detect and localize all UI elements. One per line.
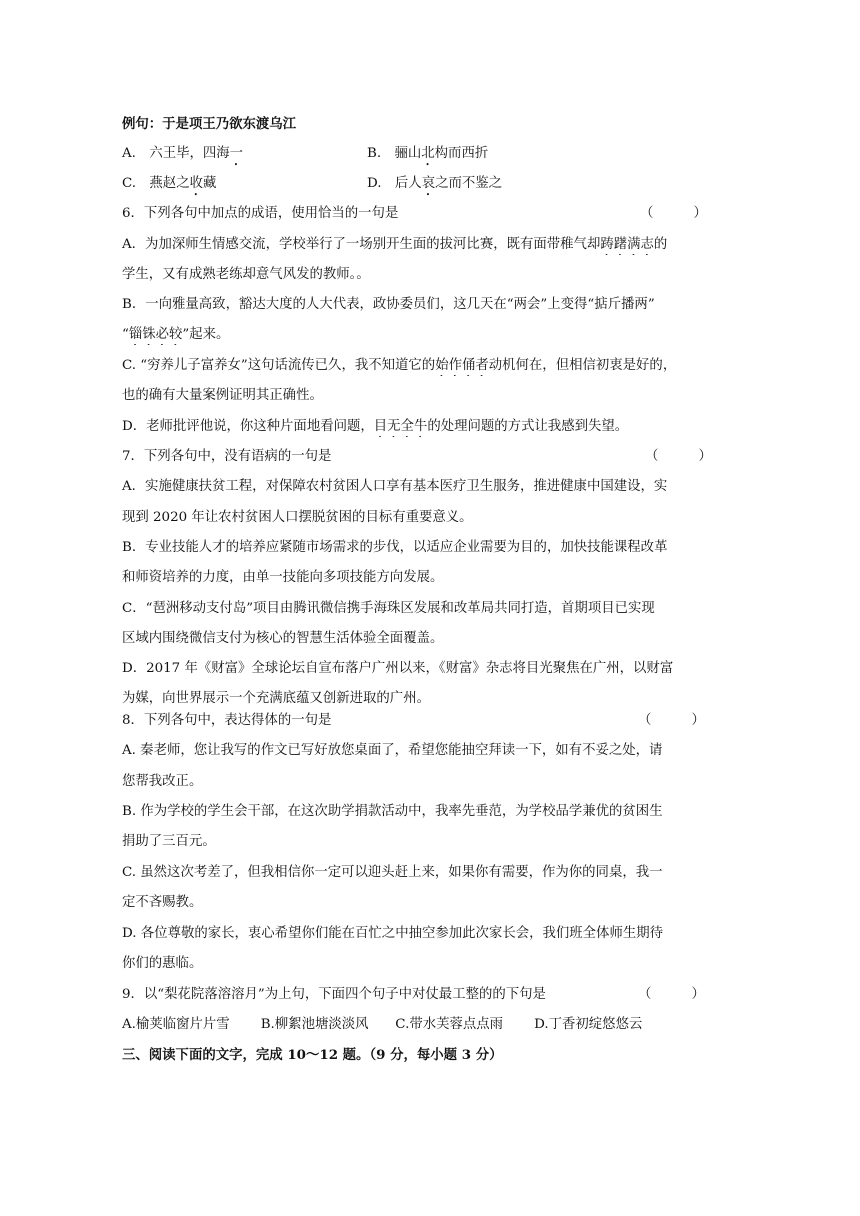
example-prefix: 例句：于是项王乃欲 <box>122 116 243 132</box>
q8-answer-paren: （ ） <box>638 713 705 728</box>
q5-option-d: D. 后人哀之而不鉴之 <box>367 176 503 191</box>
q7-option-a-line2: 现到 2020 年让农村贫困人口摆脱贫困的目标有重要意义。 <box>122 510 473 525</box>
q8-option-b-line1: B. 作为学校的学生会干部，在这次助学捐款活动中，我率先垂范，为学校品学兼优的贫困生 <box>122 804 663 819</box>
q6-answer-paren: （ ） <box>640 206 707 221</box>
q5-option-b: B. 骊山北构而西折 <box>367 146 489 161</box>
q6-option-a-line1: A．为加深师生情感交流，学校举行了一场别开生面的拔河比赛，既有面带稚气却踌躇满志的 <box>122 237 668 252</box>
q7-answer-paren: （ ） <box>645 449 712 464</box>
section-3-heading: 三、阅读下面的文字，完成 10～12 题。（9 分，每小题 3 分） <box>122 1047 503 1063</box>
q8-option-a-line1: A. 秦老师，您让我写的作文已写好放您桌面了，希望您能抽空拜读一下，如有不妥之处，请 <box>122 743 663 758</box>
example-sentence <box>122 114 747 134</box>
q9-options: A.榆荚临窗片片雪 B.柳絮池塘淡淡风 C.带水芙蓉点点雨 D.丁香初绽悠悠云 <box>122 1017 643 1032</box>
q7-option-c-line2: 区域内围绕微信支付为核心的智慧生活体验全面覆盖。 <box>122 631 444 646</box>
q5-option-a: A. 六王毕，四海一 <box>122 146 244 161</box>
q9-stem: 9．以“梨花院落溶溶月”为上句，下面四个句子中对仗最工整的的下句是 <box>122 987 546 1002</box>
example-suffix: 渡乌江 <box>255 116 297 132</box>
q7-option-b-line2: 和师资培养的力度，由单一技能向多项技能方向发展。 <box>122 570 444 585</box>
q6-option-a-line2: 学生，又有成熟老练却意气风发的教师。。 <box>122 267 370 282</box>
q7-option-d-line2: 为媒，向世界展示一个充满底蕴又创新进取的广州。 <box>122 691 430 706</box>
q8-option-d-line1: D. 各位尊敬的家长，衷心希望你们能在百忙之中抽空参加此次家长会，我们班全体师生期待 <box>122 926 664 941</box>
q7-option-b-line1: B．专业技能人才的培养应紧随市场需求的步伐，以适应企业需要为目的，加快技能课程改革 <box>122 540 668 555</box>
q9-answer-paren: （ ） <box>638 987 705 1002</box>
q8-option-c-line2: 定不吝赐教。 <box>122 895 203 910</box>
q6-option-b-line2: “锱铢必较”起来。 <box>122 327 230 342</box>
q8-stem: 8．下列各句中，表达得体的一句是 <box>122 713 332 728</box>
q7-stem: 7．下列各句中，没有语病的一句是 <box>122 449 332 464</box>
q5-option-c: C. 燕赵之收藏 <box>122 176 217 191</box>
q8-option-a-line2: 您帮我改正。 <box>122 774 203 789</box>
q6-option-d: D．老师批评他说，你这种片面地看问题，目无全牛的处理问题的方式让我感到失望。 <box>122 419 629 434</box>
q7-option-c-line1: C．“琶洲移动支付岛”项目由腾讯微信携手海珠区发展和改革局共同打造，首期项目已实现 <box>122 601 655 616</box>
q8-option-c-line1: C. 虽然这次考差了，但我相信你一定可以迎头赶上来，如果你有需要，作为你的同桌，我一 <box>122 865 663 880</box>
q6-option-c-line2: 也的确有大量案例证明其正确性。 <box>122 388 323 403</box>
q6-option-c-line1: C. “穷养儿子富养女”这句话流传已久，我不知道它的始作俑者动机何在，但相信初衷是好的， <box>122 358 677 373</box>
q7-option-d-line1: D．2017 年《财富》全球论坛自宣布落户广州以来，《财富》杂志将目光聚焦在广州，以财富 <box>122 661 674 676</box>
q6-option-b-line1: B．一向雅量高致，豁达大度的人大代表，政协委员们，这几天在“两会”上变得“掂斤播两” <box>122 297 655 312</box>
q6-stem: 6．下列各句中加点的成语，使用恰当的一句是 <box>122 206 399 221</box>
example-emphasis: 东 <box>242 116 256 132</box>
q7-option-a-line1: A．实施健康扶贫工程，对保障农村贫困人口享有基本医疗卫生服务，推进健康中国建设，实 <box>122 479 668 494</box>
q8-option-d-line2: 你们的惠临。 <box>122 956 203 971</box>
q8-option-b-line2: 捐助了三百元。 <box>122 834 216 849</box>
